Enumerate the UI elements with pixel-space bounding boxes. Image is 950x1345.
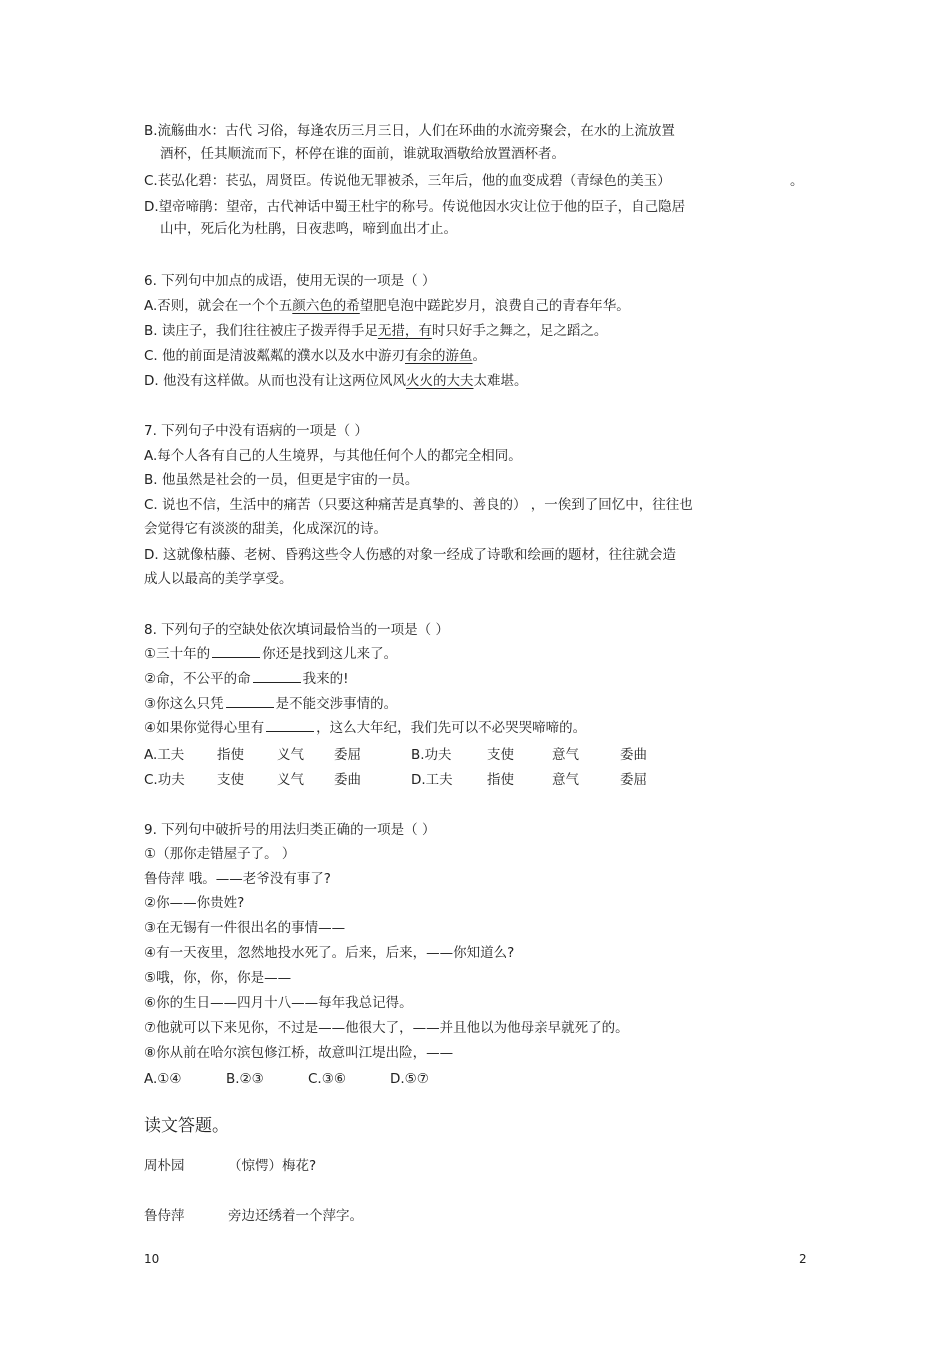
q8-blank-1	[212, 645, 260, 658]
q7-option-a: A.每个人各有自己的人生境界，与其他任何个人的都完全相同。	[144, 448, 522, 464]
q9-line-3: ②你——你贵姓?	[144, 895, 245, 911]
q8-option-d-2: 指使	[487, 772, 514, 788]
q6-d-pre: D. 他没有这样做。从而也没有让这两位风风	[144, 373, 406, 389]
q8-option-c-3: 义气	[277, 772, 304, 788]
q8-option-a-1: A.工夫	[144, 747, 185, 763]
reading-title: 读文答题。	[144, 1116, 229, 1136]
q6-a-idiom: 颜六色的希	[292, 298, 360, 314]
q6-option-a	[144, 297, 630, 315]
q8-s1-pre: ①三十年的	[144, 646, 211, 662]
q7-stem: 7. 下列句子中没有语病的一项是（ ）	[144, 423, 368, 439]
q6-a-pre: A.否则，就会在一个个五	[144, 298, 293, 314]
reading-speaker-2: 鲁侍萍	[144, 1208, 185, 1224]
q8-option-a-2: 指使	[217, 747, 244, 763]
q8-option-a-4: 委屈	[334, 747, 361, 763]
q6-a-post: 望肥皂泡中蹉跎岁月，浪费自己的青春年华。	[359, 298, 630, 314]
q7-option-c-line1: C. 说也不信，生活中的痛苦（只要这种痛苦是真挚的、善良的） ，一俟到了回忆中，往往也	[144, 497, 693, 513]
q9-line-2: 鲁侍萍 哦。——老爷没有事了?	[144, 871, 331, 887]
option-b-line1: B.流觞曲水：古代 习俗，每逢农历三月三日，人们在环曲的水流旁聚会，在水的上流放置	[144, 123, 675, 139]
option-c-line: C.苌弘化碧：苌弘，周贤臣。传说他无罪被杀，三年后，他的血变成碧（青绿色的美玉）	[144, 173, 671, 189]
q7-option-d-line1: D. 这就像枯藤、老树、昏鸦这些令人伤感的对象一经成了诗歌和绘画的题材，往往就会造	[144, 547, 676, 563]
q7-option-d-line2: 成人以最高的美学享受。	[144, 571, 293, 587]
q8-option-c-4: 委曲	[334, 772, 361, 788]
q8-s2-pre: ②命，不公平的命	[144, 671, 251, 687]
q9-option-c: C.③⑥	[308, 1071, 346, 1087]
option-d-line1: D.望帝啼鹃：望帝，古代神话中蜀王杜宇的称号。传说他因水灾让位于他的臣子，自己隐居	[144, 199, 686, 215]
q8-sentence-4	[144, 719, 586, 737]
q8-option-b-2: 支使	[487, 747, 514, 763]
reading-line-1	[144, 1157, 316, 1175]
q8-option-b-3: 意气	[552, 747, 579, 763]
q6-b-post: 时只好手之舞之，足之蹈之。	[431, 323, 608, 339]
q6-d-idiom: 火火的大夫	[405, 373, 474, 389]
q8-option-a-3: 义气	[277, 747, 304, 763]
q8-blank-3	[226, 695, 274, 708]
q8-s3-pre: ③你这么只凭	[144, 696, 224, 712]
q8-s2-post: 我来的!	[302, 671, 349, 687]
option-b-line2: 酒杯，任其顺流而下，杯停在谁的面前，谁就取酒敬给放置酒杯者。	[160, 146, 565, 162]
q9-line-5: ④有一天夜里，忽然地投水死了。后来，后来，——你知道么?	[144, 945, 515, 961]
q8-options-row-2	[144, 771, 647, 789]
q8-option-d-4: 委屈	[620, 772, 647, 788]
q9-line-9: ⑧你从前在哈尔滨包修江桥，故意叫江堤出险，——	[144, 1045, 454, 1061]
q8-option-b-4: 委曲	[620, 747, 647, 763]
q8-s3-post: 是不能交涉事情的。	[275, 696, 398, 712]
q9-line-4: ③在无锡有一件很出名的事情——	[144, 920, 346, 936]
reading-text-1: （惊愕）梅花?	[228, 1158, 317, 1174]
reading-speaker-1: 周朴园	[144, 1158, 185, 1174]
q8-sentence-3	[144, 695, 397, 713]
q8-blank-4	[266, 719, 314, 732]
q9-option-d: D.⑤⑦	[390, 1071, 429, 1087]
q6-b-idiom: 无措，有	[377, 323, 432, 339]
q8-option-d-3: 意气	[552, 772, 579, 788]
q6-d-post: 太难堪。	[473, 373, 528, 389]
q9-stem: 9. 下列句中破折号的用法归类正确的一项是（ ）	[144, 822, 436, 838]
q9-line-8: ⑦他就可以下来见你，不过是——他很大了，——并且他以为他母亲早就死了的。	[144, 1020, 629, 1036]
q9-line-1: ①（那你走错屋子了。 ）	[144, 846, 296, 862]
q9-options	[144, 1070, 429, 1088]
reading-text-2: 旁边还绣着一个萍字。	[228, 1208, 363, 1224]
q8-option-c-1: C.功夫	[144, 772, 185, 788]
q8-blank-2	[253, 670, 301, 683]
q8-s4-pre: ④如果你觉得心里有	[144, 720, 265, 736]
q9-option-b: B.②③	[226, 1071, 264, 1087]
q6-stem: 6. 下列句中加点的成语，使用无误的一项是（ ）	[144, 273, 436, 289]
q6-option-d	[144, 372, 527, 390]
q8-s4-post: ，这么大年纪，我们先可以不必哭哭啼啼的。	[316, 720, 587, 736]
q6-option-c	[144, 347, 486, 365]
footer-left-number: 10	[144, 1252, 160, 1266]
q6-c-pre: C. 他的前面是清波粼粼的濮水以及水中游刃	[144, 348, 406, 364]
reading-line-2	[144, 1207, 363, 1225]
q6-option-b	[144, 322, 607, 340]
q8-options-row-1	[144, 746, 647, 764]
q8-stem: 8. 下列句子的空缺处依次填词最恰当的一项是（ ）	[144, 622, 449, 638]
q6-c-idiom: 有余的游鱼	[405, 348, 473, 364]
q6-b-pre: B. 读庄子，我们往往被庄子拨弄得手足	[144, 323, 378, 339]
q8-s1-post: 你还是找到这儿来了。	[262, 646, 398, 662]
q9-option-a: A.①④	[144, 1071, 182, 1087]
q7-option-b: B. 他虽然是社会的一员，但更是宇宙的一员。	[144, 472, 419, 488]
option-c-end: 。	[790, 173, 804, 189]
q8-sentence-1	[144, 645, 397, 663]
q7-option-c-line2: 会觉得它有淡淡的甜美，化成深沉的诗。	[144, 521, 387, 537]
q8-sentence-2	[144, 670, 349, 688]
q9-line-7: ⑥你的生日——四月十八——每年我总记得。	[144, 995, 413, 1011]
q9-line-6: ⑤哦，你，你，你是——	[144, 970, 292, 986]
q8-option-d-1: D.工夫	[411, 772, 453, 788]
footer-page-number: 2	[799, 1252, 807, 1266]
q6-c-post: 。	[472, 348, 487, 364]
q8-option-b-1: B.功夫	[411, 747, 452, 763]
q8-option-c-2: 支使	[217, 772, 244, 788]
option-d-line2: 山中，死后化为杜鹃，日夜悲鸣，啼到血出才止。	[160, 221, 457, 237]
